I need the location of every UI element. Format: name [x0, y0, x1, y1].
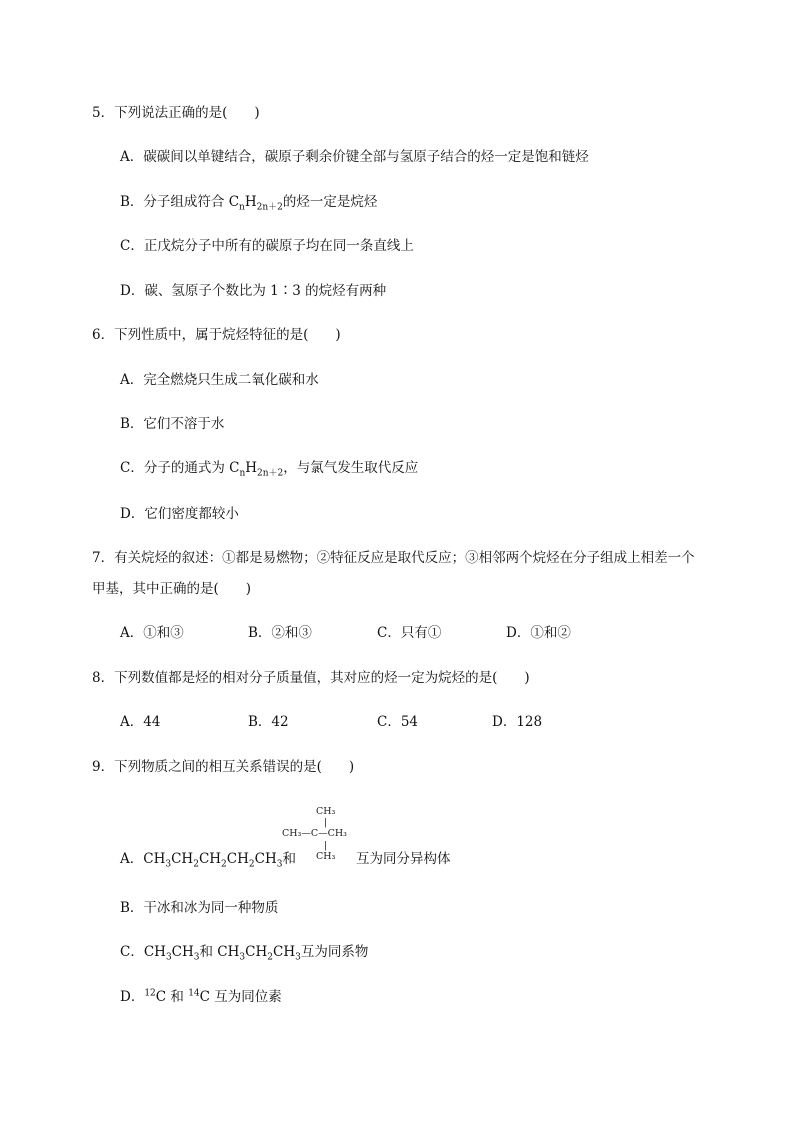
q5-option-a: A．碳碳间以单键结合，碳原子剩余价键全部与氢原子结合的烃一定是饱和链烃 [120, 149, 589, 165]
q5-option-c: C．正戊烷分子中所有的碳原子均在同一条直线上 [120, 238, 414, 254]
q6-option-b: B．它们不溶于水 [120, 416, 225, 432]
question-7-stem-line2: 甲基，其中正确的是( ) [92, 581, 252, 597]
q8-option-a: A．44 [120, 714, 161, 730]
q9-option-b: B．干冰和冰为同一种物质 [120, 900, 279, 916]
struct-middle-chain: CH₃—C—CH₃ [282, 828, 347, 839]
q7-option-a: A．①和③ [120, 625, 184, 641]
q8-option-c: C．54 [377, 714, 419, 730]
question-5-stem: 5．下列说法正确的是( ) [92, 105, 260, 121]
q7-option-d: D．①和② [506, 625, 571, 641]
question-9-stem: 9．下列物质之间的相互关系错误的是( ) [92, 759, 355, 775]
q5-option-b: B．分子组成符合 $C_nH_{2n+2}$的烃一定是烷烃 [120, 194, 378, 213]
q6-option-c: C．分子的通式为 $C_nH_{2n+2}$，与氯气发生取代反应 [120, 460, 419, 479]
struct-bottom-bond: | [324, 840, 328, 851]
question-7-stem-line1: 7．有关烷烃的叙述：①都是易燃物；②特征反应是取代反应；③相邻两个烷烃在分子组成上相差一个 [92, 550, 695, 566]
struct-top-bond: | [324, 817, 328, 828]
q9-option-a-relation: 互为同分异构体 [356, 851, 451, 867]
q7-option-c: C．只有① [377, 625, 442, 641]
q8-option-b: B．42 [248, 714, 289, 730]
q9-option-d: D．$^{12}$C 和 $^{14}$C 互为同位素 [120, 988, 282, 1005]
struct-bottom-ch3: CH₃ [316, 851, 336, 862]
q9-option-c: C．$CH_3CH_3$和 $CH_3CH_2CH_3$互为同系物 [120, 944, 369, 963]
q5-option-d: D．碳、氢原子个数比为 1∶3 的烷烃有两种 [120, 283, 387, 299]
q7-option-b: B．②和③ [248, 625, 312, 641]
question-6-stem: 6．下列性质中，属于烷烃特征的是( ) [92, 327, 341, 343]
struct-top-ch3: CH₃ [316, 806, 336, 817]
q9-option-a: A．$CH_3CH_2CH_2CH_2CH_3$和 [120, 851, 296, 870]
q6-option-d: D．它们密度都较小 [120, 506, 239, 522]
q6-option-a: A．完全燃烧只生成二氧化碳和水 [120, 372, 319, 388]
q8-option-d: D．128 [492, 714, 543, 730]
question-8-stem: 8．下列数值都是烃的相对分子质量值，其对应的烃一定为烷烃的是( ) [92, 670, 530, 686]
